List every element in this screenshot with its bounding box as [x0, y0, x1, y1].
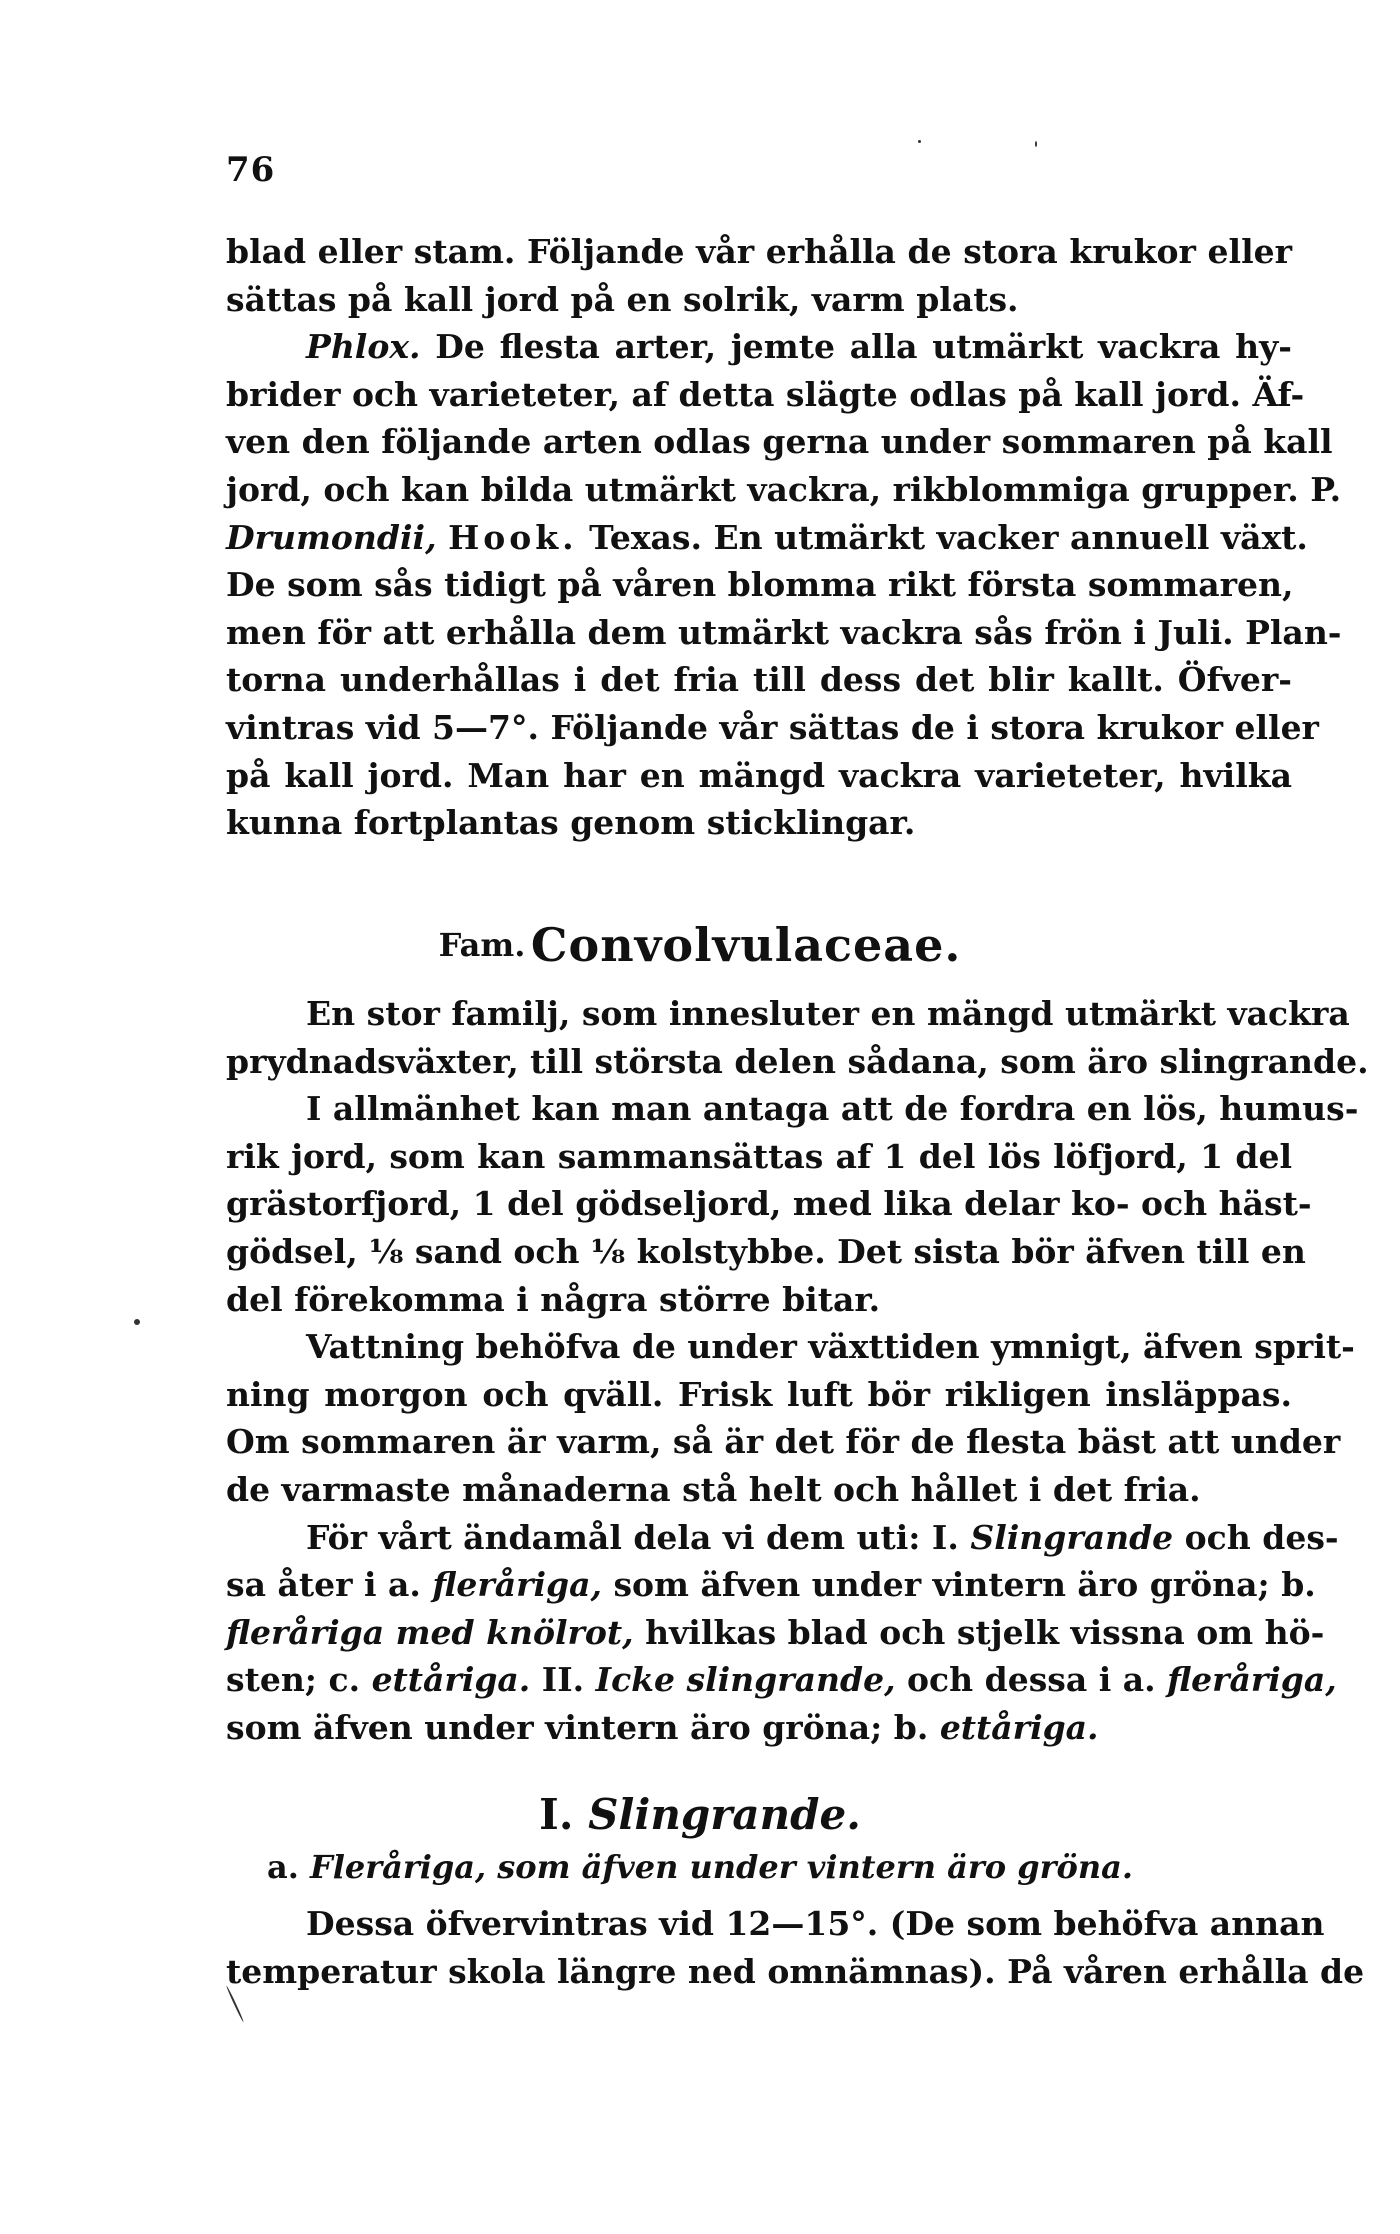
species-name-drumondii: Drumondii,: [226, 517, 437, 557]
text-line: [226, 1704, 1292, 1752]
subsection-title: Fleråriga, som äfven under vintern äro gröna.: [310, 1848, 1133, 1886]
intro-paragraphs: [226, 228, 1342, 847]
text-line: [226, 1561, 1316, 1609]
text-line: sättas på kall jord på en solrik, varm plats.: [226, 279, 1019, 319]
text-line: rik jord, som kan sammansättas af 1 del lös löfjord, 1 del: [226, 1136, 1292, 1176]
text-line: Om sommaren är varm, så är det för de flesta bäst att under: [226, 1422, 1341, 1462]
text-fragment: som äfven under vintern äro gröna; b.: [601, 1565, 1316, 1605]
family-name: Convolvulaceae.: [530, 918, 962, 972]
section-title: Slingrande.: [588, 1790, 861, 1839]
text-fragment: fleråriga,: [432, 1565, 602, 1605]
text-line: gödsel, ⅛ sand och ⅛ kolstybbe. Det sista bör äfven till en: [226, 1231, 1306, 1271]
text-line: [226, 323, 1292, 371]
text-line: brider och varieteter, af detta slägte odlas på kall jord. Äf-: [226, 374, 1305, 414]
text-line: jord, och kan bilda utmärkt vackra, rikblommiga grupper. P.: [226, 469, 1342, 509]
family-label: Fam.: [438, 926, 526, 964]
text-line: kunna fortplantas genom sticklingar.: [226, 803, 916, 843]
author-name: Hook.: [448, 517, 578, 557]
page-number: 76: [226, 150, 276, 190]
print-speck: [134, 1319, 140, 1325]
text-fragment: fleråriga med knölrot,: [226, 1612, 634, 1652]
text-fragment: Texas. En utmärkt vacker annuell växt.: [577, 517, 1308, 557]
text-line: prydnadsväxter, till största delen sådana, som äro slingrande.: [226, 1041, 1369, 1081]
text-line: del förekomma i några större bitar.: [226, 1279, 881, 1319]
subsection-heading: [0, 1848, 1400, 1886]
text-fragment: och dessa i a.: [895, 1660, 1168, 1700]
text-line: Vattning behöfva de under växttiden ymnigt, äfven sprit-: [306, 1327, 1355, 1367]
final-paragraph: [226, 1900, 1365, 1995]
genus-name-phlox: Phlox.: [306, 327, 421, 367]
family-description: [226, 990, 1369, 1752]
text-line: men för att erhålla dem utmärkt vackra sås frön i Juli. Plan-: [226, 612, 1342, 652]
text-line: torna underhållas i det fria till dess det blir kallt. Öfver-: [226, 660, 1292, 700]
text-fragment: sten; c.: [226, 1660, 372, 1700]
text-fragment: De flesta arter, jemte alla utmärkt vackra hy-: [420, 327, 1292, 367]
text-line: En stor familj, som innesluter en mängd utmärkt vackra: [306, 994, 1350, 1033]
text-fragment: För vårt ändamål dela vi dem uti: I.: [306, 1517, 971, 1557]
family-heading: [0, 918, 1400, 972]
text-line: De som sås tidigt på våren blomma rikt första sommaren,: [226, 565, 1294, 605]
print-speck: [918, 140, 921, 143]
text-fragment: och des-: [1173, 1517, 1339, 1557]
print-speck: [1035, 141, 1037, 147]
text-line: I allmänhet kan man antaga att de fordra en lös, humus-: [306, 1089, 1359, 1129]
text-line: blad eller stam. Följande vår erhålla de stora krukor eller: [226, 232, 1292, 271]
text-line: grästorfjord, 1 del gödseljord, med lika delar ko- och häst-: [226, 1184, 1312, 1224]
text-fragment: II.: [530, 1660, 596, 1700]
subsection-letter: a.: [267, 1848, 299, 1886]
text-fragment: ettåriga.: [371, 1660, 531, 1700]
text-line: ning morgon och qväll. Frisk luft bör rikligen insläppas.: [226, 1374, 1292, 1414]
text-fragment: fleråriga,: [1167, 1660, 1337, 1700]
text-line: Dessa öfvervintras vid 12—15°. (De som behöfva annan: [306, 1904, 1325, 1943]
text-fragment: Icke slingrande,: [595, 1660, 896, 1700]
text-line: temperatur skola längre ned omnämnas). På våren erhålla de: [226, 1951, 1365, 1991]
text-fragment: som äfven under vintern äro gröna; b.: [226, 1707, 940, 1747]
text-line: ven den följande arten odlas gerna under sommaren på kall: [226, 422, 1333, 462]
text-line: de varmaste månaderna stå helt och hållet i det fria.: [226, 1469, 1201, 1509]
text-line: [226, 514, 1308, 562]
text-line: [226, 1609, 1325, 1657]
text-fragment: ettåriga.: [939, 1707, 1099, 1747]
text-fragment: sa åter i a.: [226, 1565, 433, 1605]
text-fragment: hvilkas blad och stjelk vissna om hö-: [633, 1612, 1325, 1652]
text-line: [226, 1514, 1339, 1562]
text-line: vintras vid 5—7°. Följande vår sättas de i stora krukor eller: [226, 707, 1319, 747]
text-line: på kall jord. Man har en mängd vackra varieteter, hvilka: [226, 755, 1292, 795]
section-heading: [0, 1790, 1400, 1839]
section-numeral: I.: [539, 1790, 574, 1839]
text-fragment: Slingrande: [970, 1517, 1174, 1557]
text-line: [226, 1656, 1337, 1704]
